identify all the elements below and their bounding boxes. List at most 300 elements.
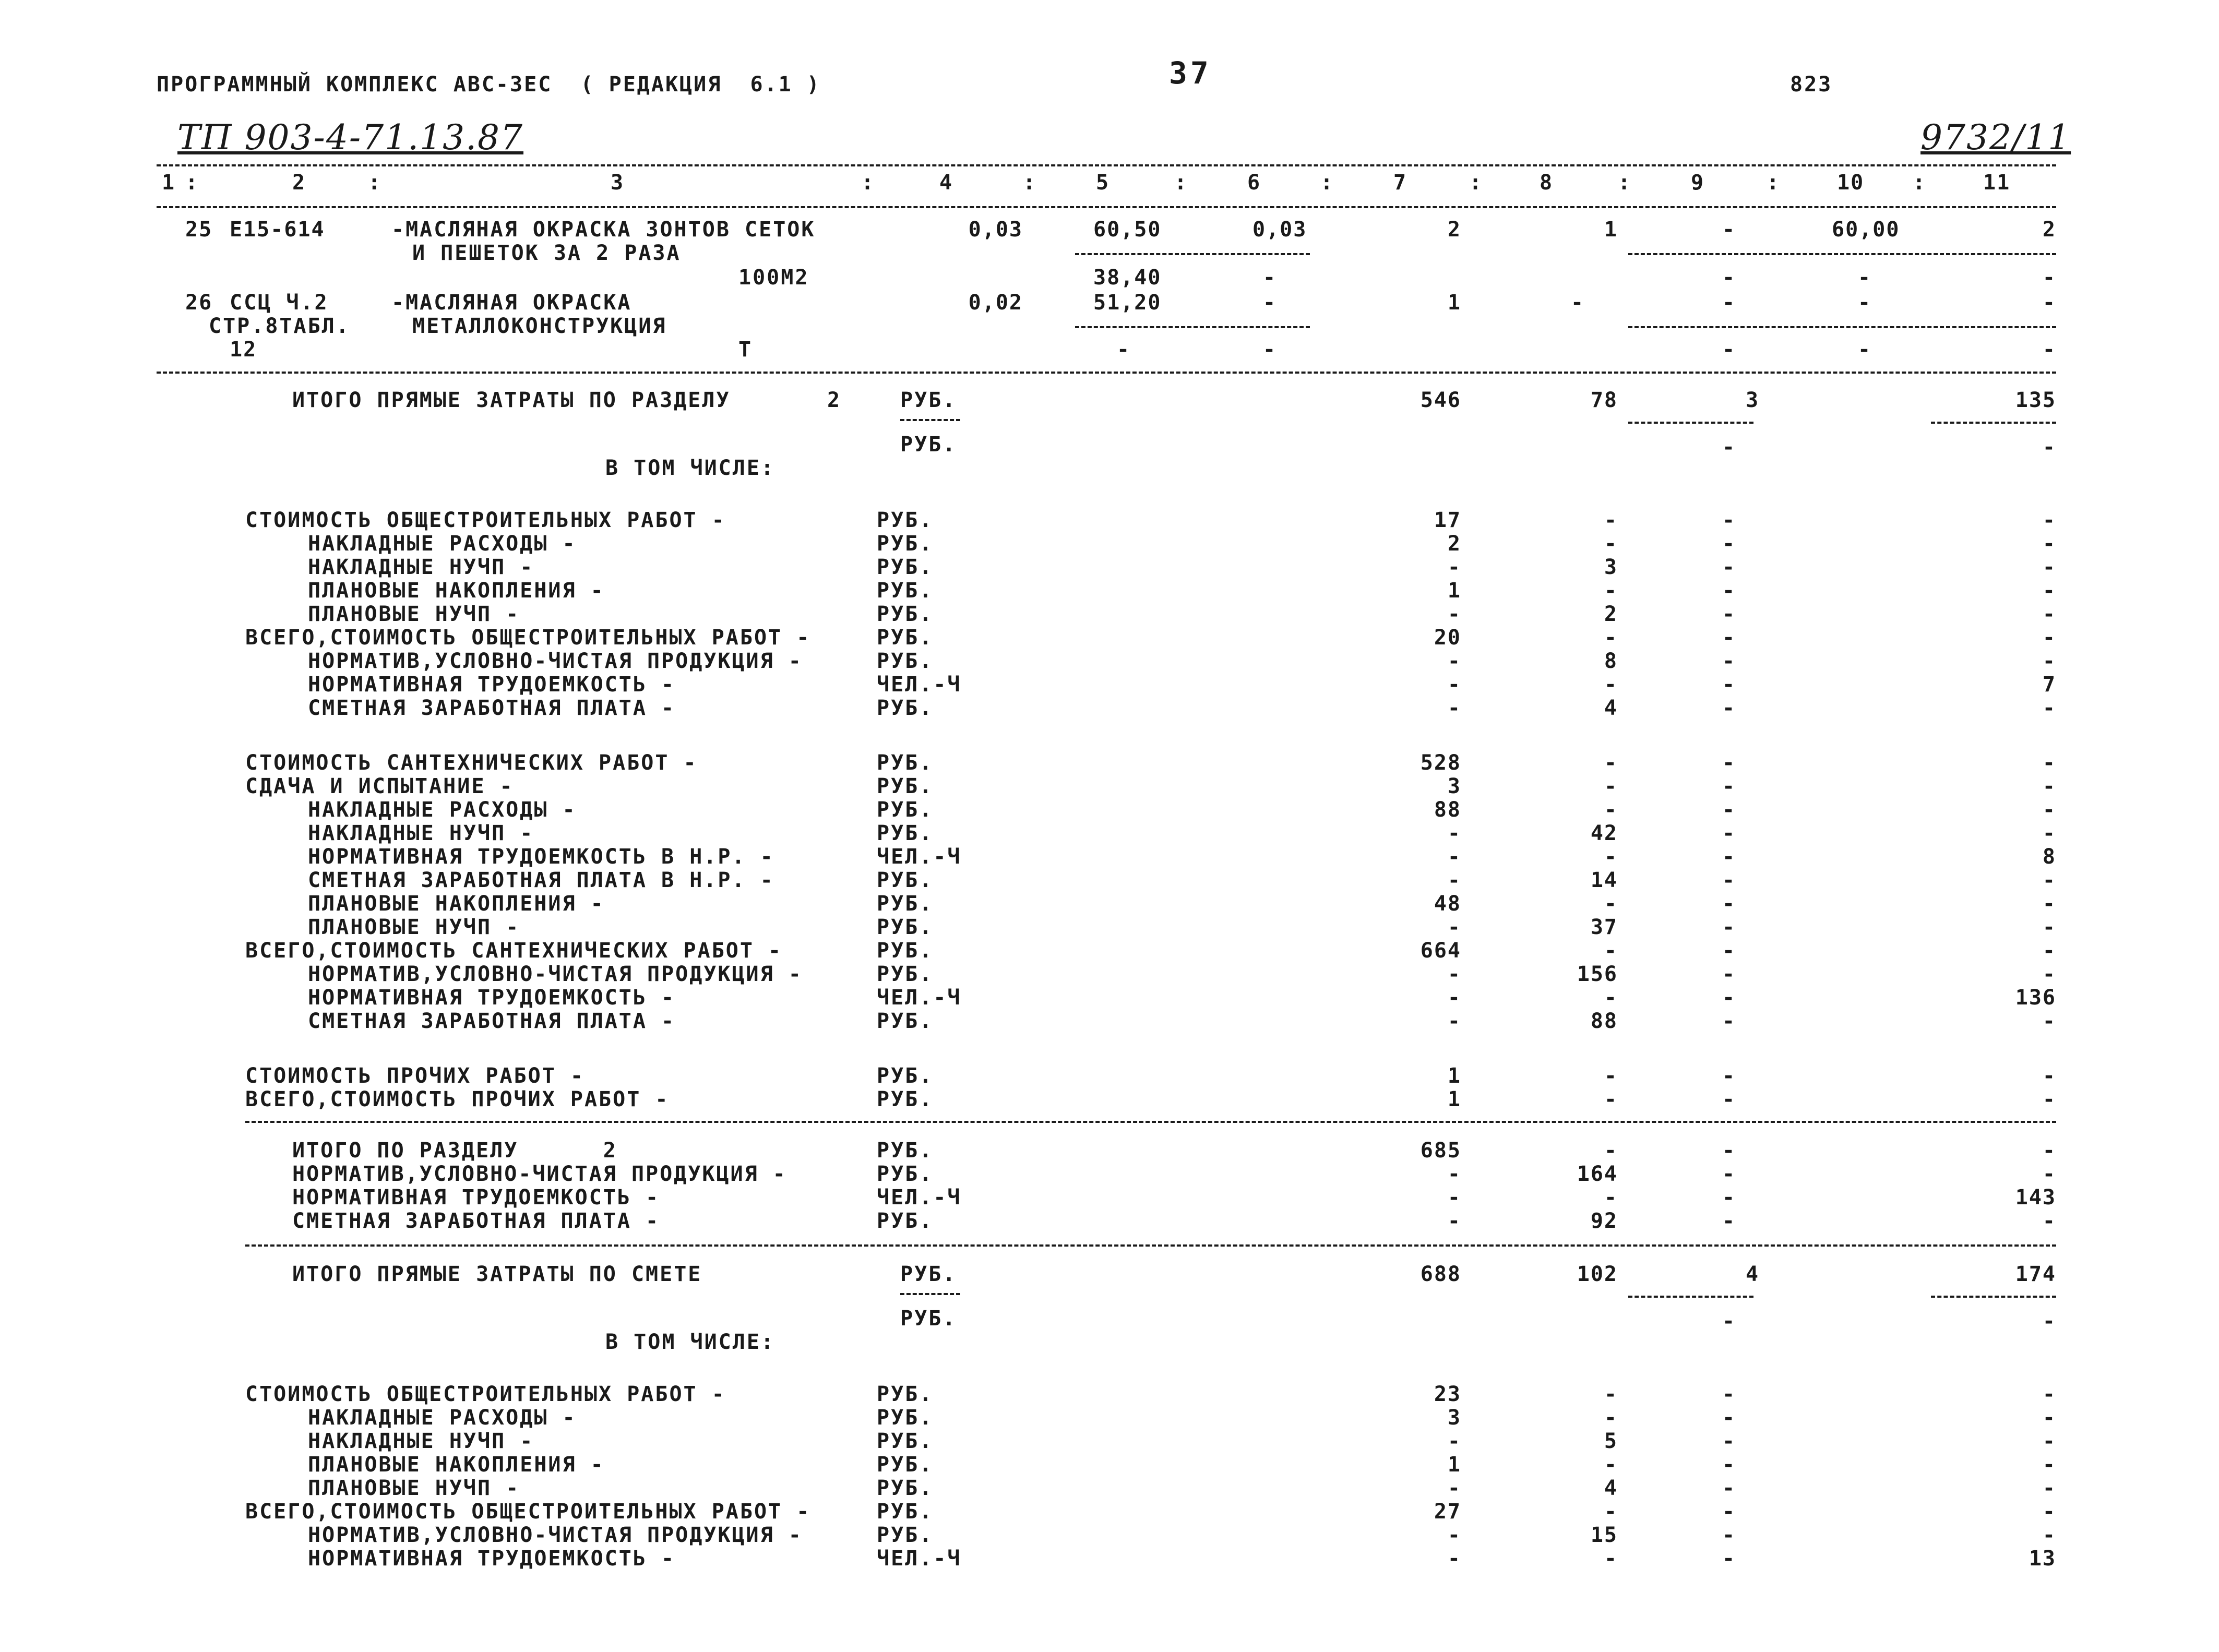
item-col11: 2 bbox=[2042, 218, 2056, 242]
section-divider bbox=[157, 372, 2056, 374]
item-col10-sub: - bbox=[1858, 338, 1872, 362]
row-unit: РУБ. bbox=[877, 508, 934, 532]
row-unit: РУБ. bbox=[877, 1406, 934, 1430]
row-col8: 8 bbox=[1604, 649, 1618, 673]
column-separator: : bbox=[185, 171, 199, 195]
row-label: ВСЕГО,СТОИМОСТЬ ОБЩЕСТРОИТЕЛЬНЫХ РАБОТ - bbox=[245, 1500, 811, 1524]
row-col8: - bbox=[1604, 532, 1618, 556]
row-unit: РУБ. bbox=[877, 1429, 934, 1453]
row-col11: - bbox=[2042, 915, 2056, 939]
column-number: 4 bbox=[939, 171, 953, 195]
row-label: СМЕТНАЯ ЗАРАБОТНАЯ ПЛАТА В Н.Р. - bbox=[308, 868, 774, 892]
item-col9: - bbox=[1722, 218, 1736, 242]
row-label: НОРМАТИВНАЯ ТРУДОЕМКОСТЬ - bbox=[292, 1186, 660, 1210]
row-label: НАКЛАДНЫЕ НУЧП - bbox=[308, 821, 534, 845]
section-total-unit-2: РУБ. bbox=[900, 433, 957, 457]
row-label: НАКЛАДНЫЕ РАСХОДЫ - bbox=[308, 532, 577, 556]
row-col7: 88 bbox=[1434, 798, 1461, 822]
row-col8: - bbox=[1604, 626, 1618, 650]
row-unit: РУБ. bbox=[877, 649, 934, 673]
row-col11: 13 bbox=[2029, 1547, 2056, 1571]
project-code: ТП 903-4-71.13.87 bbox=[177, 117, 524, 158]
item-code-page: СТР.8ТАБЛ. bbox=[209, 314, 350, 338]
row-col9: - bbox=[1722, 1500, 1736, 1524]
item-unit-cost: 51,20 bbox=[1093, 291, 1162, 315]
row-col11: - bbox=[2042, 962, 2056, 986]
item-col10: 60,00 bbox=[1832, 218, 1900, 242]
item-col6-sub: - bbox=[1263, 266, 1277, 290]
row-col9: - bbox=[1722, 845, 1736, 869]
row-col8: - bbox=[1604, 1453, 1618, 1477]
item-total-cost: 1 bbox=[1447, 291, 1461, 315]
row-col11: - bbox=[2042, 1087, 2056, 1111]
row-col8: 3 bbox=[1604, 555, 1618, 579]
row-label: ВСЕГО,СТОИМОСТЬ ПРОЧИХ РАБОТ - bbox=[245, 1087, 670, 1111]
row-col7: - bbox=[1447, 1186, 1461, 1210]
row-col9: - bbox=[1722, 1186, 1736, 1210]
row-col11: - bbox=[2042, 649, 2056, 673]
row-unit: РУБ. bbox=[877, 1523, 934, 1547]
item-unit-cost: 60,50 bbox=[1093, 218, 1162, 242]
row-col7: 685 bbox=[1420, 1139, 1461, 1163]
row-col8: - bbox=[1604, 1186, 1618, 1210]
row-col9: - bbox=[1722, 508, 1736, 532]
page-number: 37 bbox=[1169, 55, 1212, 91]
row-col8: 88 bbox=[1590, 1009, 1618, 1033]
estimate-total-col8: 102 bbox=[1577, 1262, 1618, 1286]
row-label: СТОИМОСТЬ САНТЕХНИЧЕСКИХ РАБОТ - bbox=[245, 751, 698, 775]
column-number: 11 bbox=[1983, 171, 2011, 195]
row-col7: 17 bbox=[1434, 508, 1461, 532]
row-unit: РУБ. bbox=[877, 1453, 934, 1477]
row-col11: - bbox=[2042, 1009, 2056, 1033]
row-col11: - bbox=[2042, 508, 2056, 532]
row-col11: - bbox=[2042, 821, 2056, 845]
estimate-total-col11-sub: - bbox=[2042, 1309, 2056, 1333]
row-col7: 48 bbox=[1434, 892, 1461, 916]
row-unit: РУБ. bbox=[877, 579, 934, 603]
row-col7: - bbox=[1447, 602, 1461, 626]
row-col8: - bbox=[1604, 1547, 1618, 1571]
row-col11: - bbox=[2042, 1476, 2056, 1500]
row-col9: - bbox=[1722, 555, 1736, 579]
row-col11: - bbox=[2042, 1429, 2056, 1453]
column-separator: : bbox=[1767, 171, 1781, 195]
row-col11: - bbox=[2042, 1453, 2056, 1477]
row-unit: РУБ. bbox=[877, 892, 934, 916]
row-col9: - bbox=[1722, 1139, 1736, 1163]
header-divider bbox=[157, 164, 2056, 166]
row-col7: - bbox=[1447, 555, 1461, 579]
row-col9: - bbox=[1722, 915, 1736, 939]
row-col7: - bbox=[1447, 673, 1461, 697]
row-col7: - bbox=[1447, 1162, 1461, 1186]
row-col9: - bbox=[1722, 1453, 1736, 1477]
row-col8: 42 bbox=[1590, 821, 1618, 845]
row-col8: - bbox=[1604, 892, 1618, 916]
column-separator: : bbox=[1174, 171, 1188, 195]
section-divider bbox=[245, 1121, 2056, 1123]
row-col11: - bbox=[2042, 602, 2056, 626]
row-unit: РУБ. bbox=[877, 1139, 934, 1163]
row-unit: РУБ. bbox=[877, 1382, 934, 1406]
row-unit: РУБ. bbox=[877, 915, 934, 939]
row-label: НАКЛАДНЫЕ НУЧП - bbox=[308, 1429, 534, 1453]
row-unit: РУБ. bbox=[877, 821, 934, 845]
item-description-continued: МЕТАЛЛОКОНСТРУКЦИЯ bbox=[412, 314, 667, 338]
row-col11: - bbox=[2042, 1064, 2056, 1088]
row-col11: - bbox=[2042, 774, 2056, 798]
row-label: НОРМАТИВ,УСЛОВНО-ЧИСТАЯ ПРОДУКЦИЯ - bbox=[292, 1162, 787, 1186]
row-label: НОРМАТИВНАЯ ТРУДОЕМКОСТЬ - bbox=[308, 673, 676, 697]
row-col8: 37 bbox=[1590, 915, 1618, 939]
row-col7: - bbox=[1447, 1476, 1461, 1500]
row-col9: - bbox=[1722, 696, 1736, 720]
cell-divider bbox=[1628, 422, 1753, 424]
row-label: СМЕТНАЯ ЗАРАБОТНАЯ ПЛАТА - bbox=[308, 696, 676, 720]
row-unit: РУБ. bbox=[877, 555, 934, 579]
row-col9: - bbox=[1722, 821, 1736, 845]
cell-divider bbox=[1931, 422, 2056, 424]
row-col8: 4 bbox=[1604, 696, 1618, 720]
row-col9: - bbox=[1722, 1009, 1736, 1033]
cell-divider bbox=[1628, 326, 2056, 328]
row-col9: - bbox=[1722, 962, 1736, 986]
row-col9: - bbox=[1722, 602, 1736, 626]
including-heading: В ТОМ ЧИСЛЕ: bbox=[605, 1330, 775, 1354]
row-col7: 1 bbox=[1447, 1087, 1461, 1111]
row-col8: 15 bbox=[1590, 1523, 1618, 1547]
row-label: ПЛАНОВЫЕ НУЧП - bbox=[308, 1476, 520, 1500]
row-col8: - bbox=[1604, 939, 1618, 963]
item-description-continued: И ПЕШЕТОК ЗА 2 РАЗА bbox=[412, 241, 681, 265]
item-number: 26 bbox=[185, 291, 213, 315]
row-col7: - bbox=[1447, 1009, 1461, 1033]
row-label: НОРМАТИВ,УСЛОВНО-ЧИСТАЯ ПРОДУКЦИЯ - bbox=[308, 649, 803, 673]
section-total-unit: РУБ. bbox=[900, 388, 957, 412]
row-col9: - bbox=[1722, 1547, 1736, 1571]
section-divider bbox=[245, 1244, 2056, 1247]
row-col8: - bbox=[1604, 751, 1618, 775]
row-col8: - bbox=[1604, 798, 1618, 822]
row-col11: - bbox=[2042, 751, 2056, 775]
column-separator: : bbox=[1320, 171, 1334, 195]
row-col7: 27 bbox=[1434, 1500, 1461, 1524]
row-unit: РУБ. bbox=[877, 1064, 934, 1088]
row-unit: РУБ. bbox=[877, 1009, 934, 1033]
row-unit: РУБ. bbox=[877, 626, 934, 650]
row-col9: - bbox=[1722, 751, 1736, 775]
row-col9: - bbox=[1722, 626, 1736, 650]
row-col8: - bbox=[1604, 1064, 1618, 1088]
row-label: НАКЛАДНЫЕ РАСХОДЫ - bbox=[308, 798, 577, 822]
item-wages: 1 bbox=[1604, 218, 1618, 242]
row-col7: - bbox=[1447, 986, 1461, 1010]
column-number: 2 bbox=[292, 171, 306, 195]
row-unit: РУБ. bbox=[877, 751, 934, 775]
row-label: ПЛАНОВЫЕ НАКОПЛЕНИЯ - bbox=[308, 1453, 605, 1477]
section-total-col11: 135 bbox=[2015, 388, 2056, 412]
row-unit: РУБ. bbox=[877, 962, 934, 986]
row-col9: - bbox=[1722, 1382, 1736, 1406]
row-col9: - bbox=[1722, 939, 1736, 963]
section-total-col11-sub: - bbox=[2042, 435, 2056, 459]
row-col8: - bbox=[1604, 508, 1618, 532]
row-label: СТОИМОСТЬ ОБЩЕСТРОИТЕЛЬНЫХ РАБОТ - bbox=[245, 1382, 726, 1406]
row-col8: 14 bbox=[1590, 868, 1618, 892]
row-unit: РУБ. bbox=[877, 1087, 934, 1111]
row-unit: РУБ. bbox=[877, 1476, 934, 1500]
row-label: НОРМАТИВНАЯ ТРУДОЕМКОСТЬ - bbox=[308, 986, 676, 1010]
item-total-cost: 2 bbox=[1447, 218, 1461, 242]
row-unit: ЧЕЛ.-Ч bbox=[877, 845, 962, 869]
section-total-number: 2 bbox=[827, 388, 841, 412]
row-unit: РУБ. bbox=[877, 798, 934, 822]
row-col8: 5 bbox=[1604, 1429, 1618, 1453]
column-separator: : bbox=[1469, 171, 1483, 195]
row-label: ВСЕГО,СТОИМОСТЬ ОБЩЕСТРОИТЕЛЬНЫХ РАБОТ - bbox=[245, 626, 811, 650]
row-col11: - bbox=[2042, 555, 2056, 579]
row-col7: 528 bbox=[1420, 751, 1461, 775]
row-col9: - bbox=[1722, 532, 1736, 556]
row-col7: - bbox=[1447, 868, 1461, 892]
column-separator: : bbox=[861, 171, 875, 195]
row-col9: - bbox=[1722, 1523, 1736, 1547]
item-unit-cost-wages: - bbox=[1117, 338, 1131, 362]
row-col11: - bbox=[2042, 626, 2056, 650]
item-col6: 0,03 bbox=[1252, 218, 1307, 242]
row-unit: РУБ. bbox=[877, 1500, 934, 1524]
item-col9: - bbox=[1722, 291, 1736, 315]
row-label: ПЛАНОВЫЕ НАКОПЛЕНИЯ - bbox=[308, 579, 605, 603]
item-quantity: 0,03 bbox=[968, 218, 1023, 242]
row-col7: - bbox=[1447, 962, 1461, 986]
item-col6-sub: - bbox=[1263, 338, 1277, 362]
item-number: 25 bbox=[185, 218, 213, 242]
row-col8: - bbox=[1604, 579, 1618, 603]
item-description: -МАСЛЯНАЯ ОКРАСКА ЗОНТОВ СЕТОК bbox=[391, 218, 816, 242]
row-col7: - bbox=[1447, 1523, 1461, 1547]
row-label: ВСЕГО,СТОИМОСТЬ САНТЕХНИЧЕСКИХ РАБОТ - bbox=[245, 939, 783, 963]
row-col8: - bbox=[1604, 774, 1618, 798]
row-label: ПЛАНОВЫЕ НАКОПЛЕНИЯ - bbox=[308, 892, 605, 916]
column-number: 6 bbox=[1247, 171, 1261, 195]
row-col11: - bbox=[2042, 1139, 2056, 1163]
row-unit: ЧЕЛ.-Ч bbox=[877, 673, 962, 697]
row-col7: 23 bbox=[1434, 1382, 1461, 1406]
row-col9: - bbox=[1722, 892, 1736, 916]
row-col8: - bbox=[1604, 1406, 1618, 1430]
row-label: НАКЛАДНЫЕ НУЧП - bbox=[308, 555, 534, 579]
row-unit: РУБ. bbox=[877, 532, 934, 556]
estimate-total-unit-2: РУБ. bbox=[900, 1307, 957, 1331]
program-header: ПРОГРАММНЫЙ КОМПЛЕКС АВС-3ЕС ( РЕДАКЦИЯ 6.1 ) bbox=[157, 73, 821, 97]
estimate-total-col7: 688 bbox=[1420, 1262, 1461, 1286]
row-col7: - bbox=[1447, 1547, 1461, 1571]
row-col7: - bbox=[1447, 1429, 1461, 1453]
row-label: СТОИМОСТЬ ОБЩЕСТРОИТЕЛЬНЫХ РАБОТ - bbox=[245, 508, 726, 532]
row-col7: - bbox=[1447, 649, 1461, 673]
row-col9: - bbox=[1722, 673, 1736, 697]
including-heading: В ТОМ ЧИСЛЕ: bbox=[605, 456, 775, 480]
section-total-col7: 546 bbox=[1420, 388, 1461, 412]
section-total-col9-sub: - bbox=[1722, 435, 1736, 459]
item-quantity: 0,02 bbox=[968, 291, 1023, 315]
estimate-total-col9-sub: - bbox=[1722, 1309, 1736, 1333]
row-col11: - bbox=[2042, 939, 2056, 963]
row-col11: - bbox=[2042, 1209, 2056, 1233]
row-label: СДАЧА И ИСПЫТАНИЕ - bbox=[245, 774, 514, 798]
item-col9-sub: - bbox=[1722, 338, 1736, 362]
row-label: СМЕТНАЯ ЗАРАБОТНАЯ ПЛАТА - bbox=[292, 1209, 660, 1233]
row-col9: - bbox=[1722, 798, 1736, 822]
row-col7: 2 bbox=[1447, 532, 1461, 556]
item-col6: - bbox=[1263, 291, 1277, 315]
row-col8: - bbox=[1604, 1087, 1618, 1111]
row-col9: - bbox=[1722, 1087, 1736, 1111]
row-col9: - bbox=[1722, 1209, 1736, 1233]
row-col11: - bbox=[2042, 868, 2056, 892]
row-label: СМЕТНАЯ ЗАРАБОТНАЯ ПЛАТА - bbox=[308, 1009, 676, 1033]
row-col11: 8 bbox=[2042, 845, 2056, 869]
row-col9: - bbox=[1722, 1064, 1736, 1088]
row-col11: - bbox=[2042, 579, 2056, 603]
column-number: 1 bbox=[162, 171, 176, 195]
row-col9: - bbox=[1722, 579, 1736, 603]
column-separator: : bbox=[1618, 171, 1632, 195]
column-number: 9 bbox=[1691, 171, 1705, 195]
document-number: 9732/11 bbox=[1920, 117, 2071, 158]
row-label: СТОИМОСТЬ ПРОЧИХ РАБОТ - bbox=[245, 1064, 584, 1088]
row-col7: - bbox=[1447, 845, 1461, 869]
row-col11: 143 bbox=[2015, 1186, 2056, 1210]
row-col8: - bbox=[1604, 1139, 1618, 1163]
row-col8: - bbox=[1604, 1382, 1618, 1406]
row-col9: - bbox=[1722, 1162, 1736, 1186]
cell-divider bbox=[900, 419, 960, 421]
row-col7: 1 bbox=[1447, 579, 1461, 603]
item-code-table: 12 bbox=[230, 338, 257, 362]
row-col8: 2 bbox=[1604, 602, 1618, 626]
column-number: 8 bbox=[1540, 171, 1554, 195]
row-col7: - bbox=[1447, 696, 1461, 720]
row-unit: РУБ. bbox=[877, 602, 934, 626]
estimate-total-label: ИТОГО ПРЯМЫЕ ЗАТРАТЫ ПО СМЕТЕ bbox=[292, 1262, 702, 1286]
row-col11: 7 bbox=[2042, 673, 2056, 697]
row-col7: 20 bbox=[1434, 626, 1461, 650]
row-col8: 92 bbox=[1590, 1209, 1618, 1233]
row-col9: - bbox=[1722, 1429, 1736, 1453]
item-code: Е15-614 bbox=[230, 218, 325, 242]
row-unit: РУБ. bbox=[877, 1162, 934, 1186]
row-col7: 3 bbox=[1447, 1406, 1461, 1430]
row-col11: - bbox=[2042, 1162, 2056, 1186]
row-label: НОРМАТИВНАЯ ТРУДОЕМКОСТЬ - bbox=[308, 1547, 676, 1571]
item-unit: 100М2 bbox=[738, 266, 809, 290]
row-unit: РУБ. bbox=[877, 774, 934, 798]
row-col8: 4 bbox=[1604, 1476, 1618, 1500]
column-number: 3 bbox=[611, 171, 625, 195]
row-unit: ЧЕЛ.-Ч bbox=[877, 1186, 962, 1210]
row-col9: - bbox=[1722, 649, 1736, 673]
row-col11: 136 bbox=[2015, 986, 2056, 1010]
column-separator: : bbox=[1023, 171, 1037, 195]
row-col7: - bbox=[1447, 821, 1461, 845]
row-col9: - bbox=[1722, 1406, 1736, 1430]
table-header-divider bbox=[157, 206, 2056, 208]
row-col9: - bbox=[1722, 868, 1736, 892]
column-number: 10 bbox=[1837, 171, 1865, 195]
item-col11-sub: - bbox=[2042, 338, 2056, 362]
row-col11: - bbox=[2042, 892, 2056, 916]
row-col7: 664 bbox=[1420, 939, 1461, 963]
row-col8: - bbox=[1604, 845, 1618, 869]
cell-divider bbox=[900, 1293, 960, 1295]
column-separator: : bbox=[368, 171, 382, 195]
row-col9: - bbox=[1722, 774, 1736, 798]
row-unit: РУБ. bbox=[877, 868, 934, 892]
row-label: НОРМАТИВ,УСЛОВНО-ЧИСТАЯ ПРОДУКЦИЯ - bbox=[308, 1523, 803, 1547]
row-label: НОРМАТИВНАЯ ТРУДОЕМКОСТЬ В Н.Р. - bbox=[308, 845, 774, 869]
row-col8: 156 bbox=[1577, 962, 1618, 986]
row-unit: ЧЕЛ.-Ч bbox=[877, 986, 962, 1010]
row-col8: - bbox=[1604, 1500, 1618, 1524]
column-number: 7 bbox=[1393, 171, 1407, 195]
row-col7: 3 bbox=[1447, 774, 1461, 798]
item-col9-sub: - bbox=[1722, 266, 1736, 290]
row-col11: - bbox=[2042, 1406, 2056, 1430]
cell-divider bbox=[1075, 326, 1310, 328]
item-unit: Т bbox=[738, 338, 753, 362]
cell-divider bbox=[1628, 1296, 1753, 1298]
estimate-total-col9: 4 bbox=[1746, 1262, 1760, 1286]
row-label: НАКЛАДНЫЕ РАСХОДЫ - bbox=[308, 1406, 577, 1430]
row-col7: 1 bbox=[1447, 1453, 1461, 1477]
sheet-number: 823 bbox=[1790, 73, 1833, 97]
cell-divider bbox=[1075, 253, 1310, 255]
row-col11: - bbox=[2042, 1382, 2056, 1406]
cell-divider bbox=[1628, 253, 2056, 255]
row-col11: - bbox=[2042, 1500, 2056, 1524]
row-col11: - bbox=[2042, 798, 2056, 822]
item-unit-cost-wages: 38,40 bbox=[1093, 266, 1162, 290]
item-col10-sub: - bbox=[1858, 266, 1872, 290]
row-label: ПЛАНОВЫЕ НУЧП - bbox=[308, 602, 520, 626]
row-col8: 164 bbox=[1577, 1162, 1618, 1186]
item-col10: - bbox=[1858, 291, 1872, 315]
item-code: ССЦ Ч.2 bbox=[230, 291, 329, 315]
row-col9: - bbox=[1722, 986, 1736, 1010]
row-label: ИТОГО ПО РАЗДЕЛУ 2 bbox=[292, 1139, 617, 1163]
row-label: НОРМАТИВ,УСЛОВНО-ЧИСТАЯ ПРОДУКЦИЯ - bbox=[308, 962, 803, 986]
row-unit: РУБ. bbox=[877, 696, 934, 720]
row-unit: РУБ. bbox=[877, 939, 934, 963]
section-total-col8: 78 bbox=[1590, 388, 1618, 412]
section-total-label: ИТОГО ПРЯМЫЕ ЗАТРАТЫ ПО РАЗДЕЛУ bbox=[292, 388, 731, 412]
column-number: 5 bbox=[1096, 171, 1110, 195]
row-col8: - bbox=[1604, 673, 1618, 697]
row-label: ПЛАНОВЫЕ НУЧП - bbox=[308, 915, 520, 939]
item-description: -МАСЛЯНАЯ ОКРАСКА bbox=[391, 291, 632, 315]
section-total-col9: 3 bbox=[1746, 388, 1760, 412]
row-col7: - bbox=[1447, 1209, 1461, 1233]
item-col11: - bbox=[2042, 291, 2056, 315]
column-separator: : bbox=[1913, 171, 1927, 195]
row-col11: - bbox=[2042, 532, 2056, 556]
item-col11-sub: - bbox=[2042, 266, 2056, 290]
row-col7: 1 bbox=[1447, 1064, 1461, 1088]
row-col11: - bbox=[2042, 1523, 2056, 1547]
